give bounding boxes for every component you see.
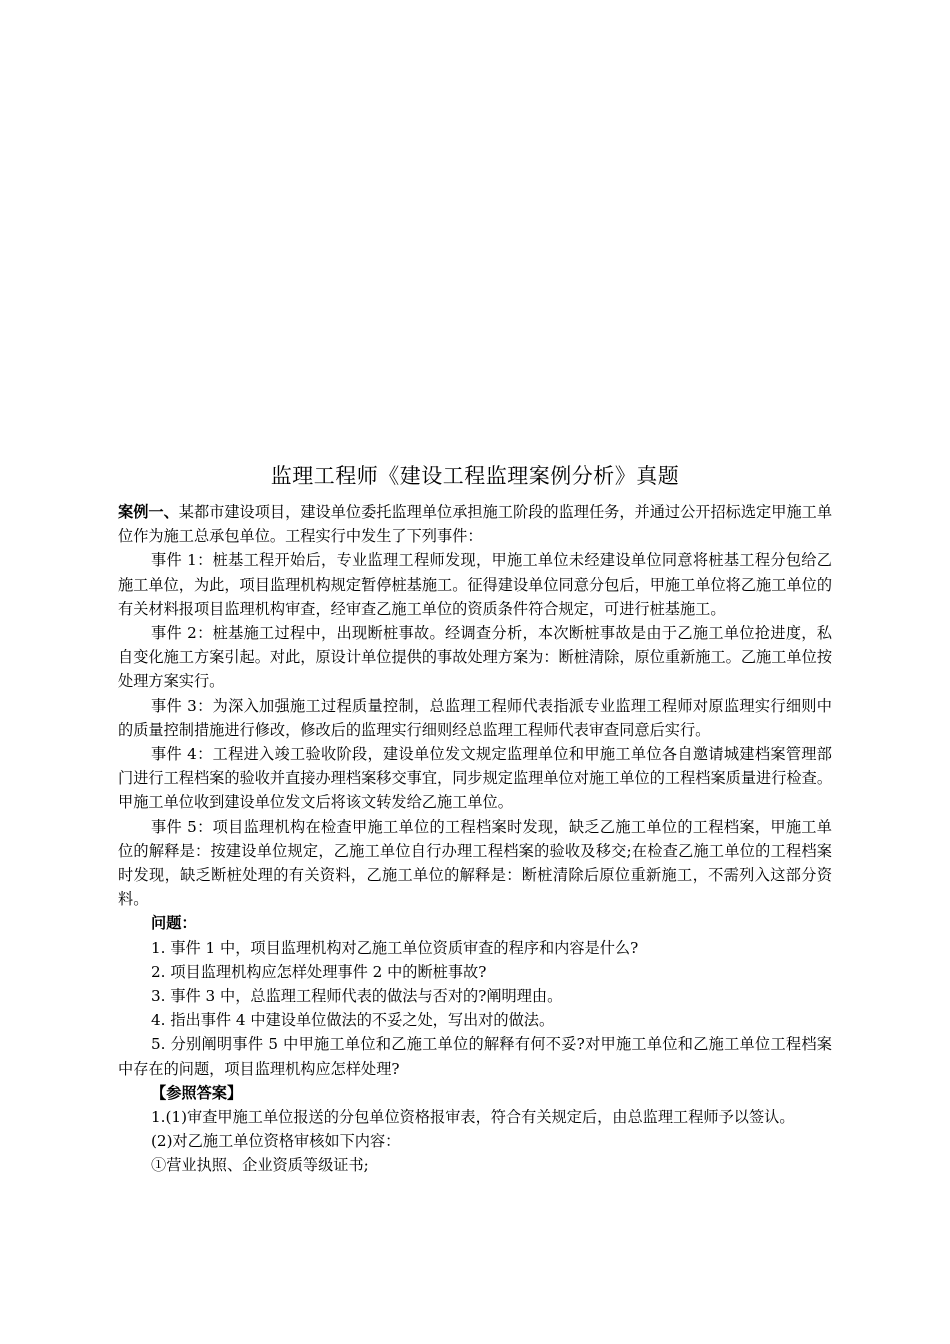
answer-heading xyxy=(118,1081,832,1105)
question-item: 5. 分别阐明事件 5 中甲施工单位和乙施工单位的解释有何不妥?对甲施工单位和乙施工单位工程档案中存在的问题，项目监理机构应怎样处理? xyxy=(118,1035,832,1078)
event-paragraph: 事件 2：桩基施工过程中，出现断桩事故。经调查分析，本次断桩事故是由于乙施工单位抢进度，私自变化施工方案引起。对此，原设计单位提供的事故处理方案为：断桩清除，原位重新施工。乙施工单位按处理方案实行。 xyxy=(118,624,832,691)
question-item: 3. 事件 3 中，总监理工程师代表的做法与否对的?阐明理由。 xyxy=(151,987,563,1006)
event-paragraph: 事件 5：项目监理机构在检查甲施工单位的工程档案时发现，缺乏乙施工单位的工程档案，甲施工单位的解释是：按建设单位规定，乙施工单位自行办理工程档案的验收及移交;在检查乙施工单位的工程档案时发现，缺乏断桩处理的有关资料，乙施工单位的解释是：断桩清除后原位重新施工，不需列入这部分资料。 xyxy=(118,817,832,909)
case-intro: 某都市建设项目，建设单位委托监理单位承担施工阶段的监理任务，并通过公开招标选定甲施工单位作为施工总承包单位。工程实行中发生了下列事件： xyxy=(118,503,833,546)
questions-heading xyxy=(118,911,832,935)
question-item: 4. 指出事件 4 中建设单位做法的不妥之处，写出对的做法。 xyxy=(151,1011,555,1030)
document-title: 监理工程师《建设工程监理案例分析》真题 xyxy=(270,464,680,488)
event-paragraph: 事件 4：工程进入竣工验收阶段，建设单位发文规定监理单位和甲施工单位各自邀请城建档案管理部门进行工程档案的验收并直接办理档案移交事宜，同步规定监理单位对施工单位的工程档案质量进行检查。甲施工单位收到建设单位发文后将该文转发给乙施工单位。 xyxy=(118,745,832,812)
event-paragraph: 事件 3：为深入加强施工过程质量控制，总监理工程师代表指派专业监理工程师对原监理实行细则中的质量控制措施进行修改，修改后的监理实行细则经总监理工程师代表审查同意后实行。 xyxy=(118,696,832,739)
answer-item: ①营业执照、企业资质等级证书; xyxy=(151,1156,369,1175)
case-label: 案例一、 xyxy=(118,503,179,521)
case-intro-paragraph xyxy=(118,500,832,548)
event-paragraph: 事件 1：桩基工程开始后，专业监理工程师发现，甲施工单位未经建设单位同意将桩基工程分包给乙施工单位，为此，项目监理机构规定暂停桩基施工。征得建设单位同意分包后，甲施工单位将乙施工单位的有关材料报项目监理机构审查，经审查乙施工单位的资质条件符合规定，可进行桩基施工。 xyxy=(118,551,832,618)
answer-item: (2)对乙施工单位资格审核如下内容： xyxy=(151,1132,401,1151)
answer-item: 1.(1)审查甲施工单位报送的分包单位资格报审表，符合有关规定后，由总监理工程师予以签认。 xyxy=(151,1108,795,1127)
question-item: 2. 项目监理机构应怎样处理事件 2 中的断桩事故? xyxy=(151,962,487,981)
document-body xyxy=(118,500,832,1178)
question-item: 1. 事件 1 中，项目监理机构对乙施工单位资质审查的程序和内容是什么? xyxy=(151,938,639,957)
questions-label: 问题： xyxy=(151,914,197,933)
answer-label: 【参照答案】 xyxy=(151,1083,243,1102)
